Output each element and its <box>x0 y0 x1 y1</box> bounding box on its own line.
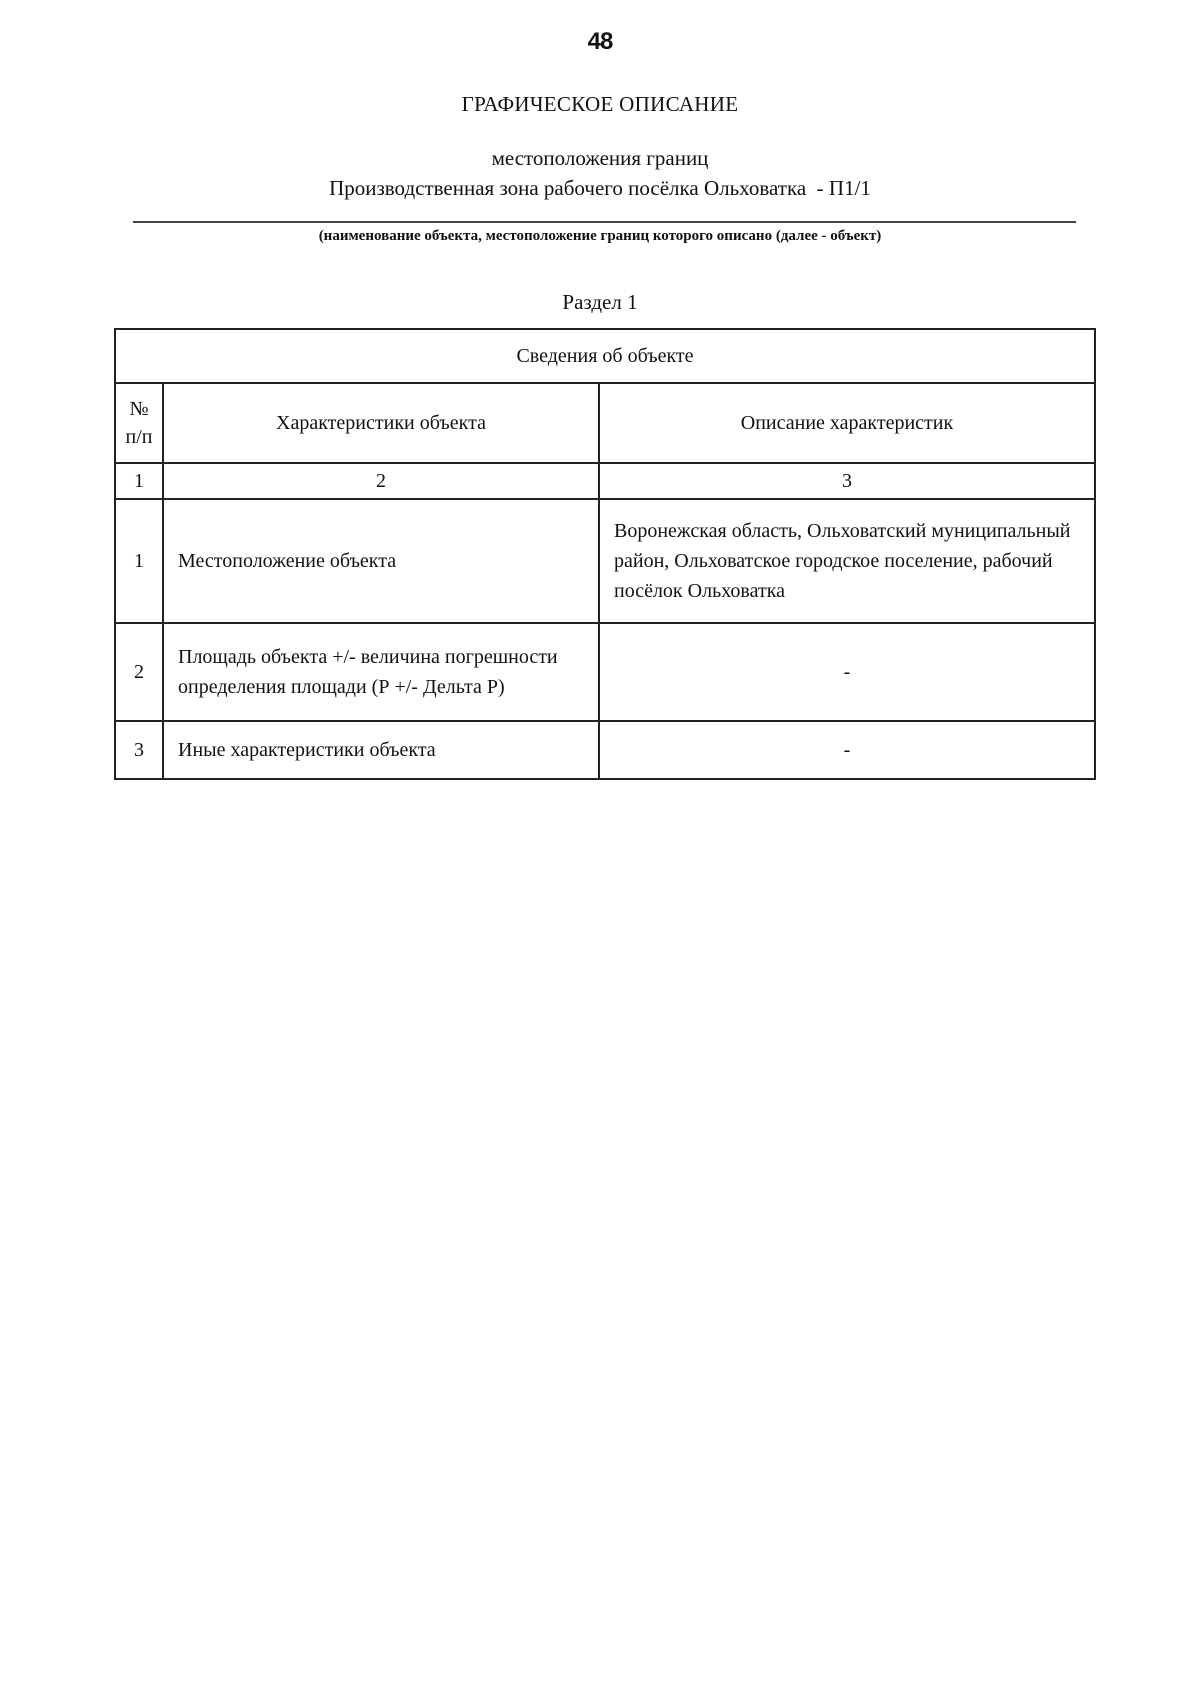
table-row <box>115 721 1095 779</box>
object-name-underline <box>133 221 1076 223</box>
row-characteristic: Иные характеристики объекта <box>163 721 599 779</box>
object-name: Производственная зона рабочего посёлка Ольховатка - П1/1 <box>329 176 871 200</box>
table-header-row <box>115 383 1095 463</box>
table-caption: Сведения об объекте <box>115 329 1095 383</box>
table-row <box>115 623 1095 721</box>
row-num: 1 <box>115 499 163 623</box>
section-label: Раздел 1 <box>562 290 638 314</box>
row-num: 3 <box>115 721 163 779</box>
row-description: - <box>599 721 1095 779</box>
column-index: 3 <box>599 463 1095 499</box>
document-title: ГРАФИЧЕСКОЕ ОПИСАНИЕ <box>461 92 739 116</box>
row-description: - <box>599 623 1095 721</box>
header-characteristic: Характеристики объекта <box>163 383 599 463</box>
table-row <box>115 499 1095 623</box>
row-num: 2 <box>115 623 163 721</box>
column-index: 1 <box>115 463 163 499</box>
document-subtitle: местоположения границ <box>491 146 709 170</box>
column-index: 2 <box>163 463 599 499</box>
row-characteristic: Площадь объекта +/- величина погрешности определения площади (Р +/- Дельта Р) <box>163 623 599 721</box>
column-index-row <box>115 463 1095 499</box>
object-name-caption: (наименование объекта, местоположение границ которого описано (далее - объект) <box>318 228 882 244</box>
row-characteristic: Местоположение объекта <box>163 499 599 623</box>
page-number: 48 <box>587 28 613 55</box>
row-description: Воронежская область, Ольховатский муниципальный район, Ольховатское городское поселение, рабочий посёлок Ольховатка <box>599 499 1095 623</box>
object-info-table <box>114 328 1096 780</box>
table-caption-row <box>115 329 1095 383</box>
header-description: Описание характеристик <box>599 383 1095 463</box>
header-num: № п/п <box>115 383 163 463</box>
